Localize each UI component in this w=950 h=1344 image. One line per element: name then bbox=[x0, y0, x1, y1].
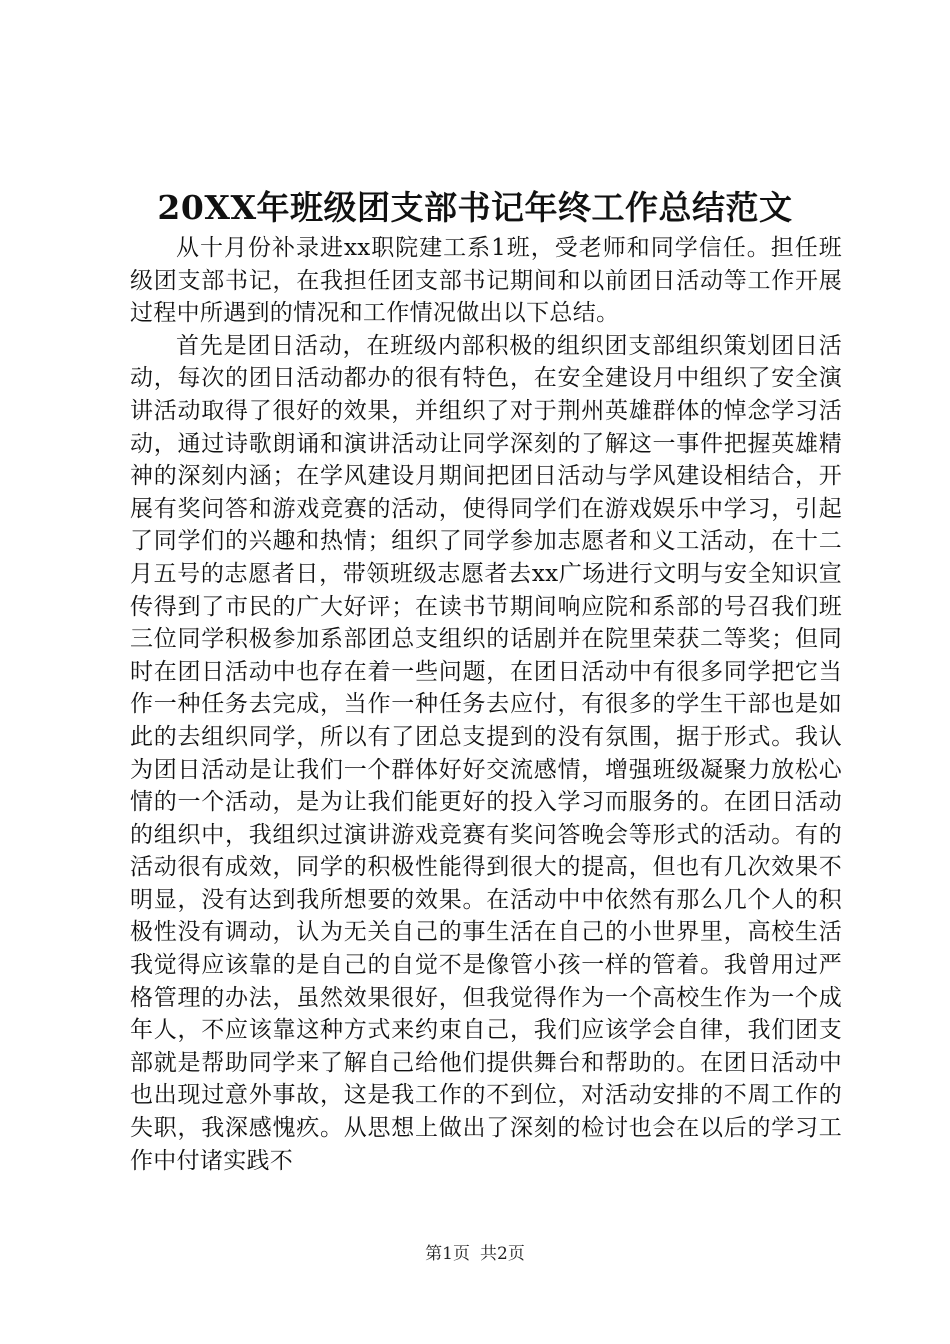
paragraph-activities: 首先是团日活动，在班级内部积极的组织团支部组织策划团日活动，每次的团日活动都办的很有特色，在安全建设月中组织了安全演讲活动取得了很好的效果，并组织了对于荆州英雄群体的悼念学习活动，通过诗歌朗诵和演讲活动让同学深刻的了解这一事件把握英雄精神的深刻内涵；在学风建设月期间把团日活动与学风建设相结合，开展有奖问答和游戏竞赛的活动，使得同学们在游戏娱乐中学习，引起了同学们的兴趣和热情；组织了同学参加志愿者和义工活动，在十二月五号的志愿者日，带领班级志愿者去xx广场进行文明与安全知识宣传得到了市民的广大好评；在读书节期间响应院和系部的号召我们班三位同学积极参加系部团总支组织的话剧并在院里荣获二等奖；但同时在团日活动中也存在着一些问题，在团日活动中有很多同学把它当作一种任务去完成，当作一种任务去应付，有很多的学生干部也是如此的去组织同学，所以有了团总支提到的没有氛围，据于形式。我认为团日活动是让我们一个群体好好交流感情，增强班级凝聚力放松心情的一个活动，是为让我们能更好的投入学习而服务的。在团日活动的组织中，我组织过演讲游戏竞赛有奖问答晚会等形式的活动。有的活动很有成效，同学的积极性能得到很大的提高，但也有几次效果不明显，没有达到我所想要的效果。在活动中中依然有那么几个人的积极性没有调动，认为无关自己的事生活在自己的小世界里，高校生活我觉得应该靠的是自己的自觉不是像管小孩一样的管着。我曾用过严格管理的办法，虽然效果很好，但我觉得作为一个高校生作为一个成年人，不应该靠这种方式来约束自己，我们应该学会自律，我们团支部就是帮助同学来了解自己给他们提供舞台和帮助的。在团日活动中也出现过意外事故，这是我工作的不到位，对活动安排的不周工作的失职，我深感愧疚。从思想上做出了深刻的检讨也会在以后的学习工作中付诸实践不 bbox=[130, 332, 842, 1174]
page-footer bbox=[0, 1243, 950, 1265]
page-number-total: 共2页 bbox=[480, 1244, 525, 1264]
document-title: 20XX年班级团支部书记年终工作总结范文 bbox=[157, 188, 793, 227]
page-number-current: 第1页 bbox=[425, 1244, 470, 1264]
document-body bbox=[130, 232, 842, 1177]
paragraph-intro: 从十月份补录进xx职院建工系1班，受老师和同学信任。担任班级团支部书记，在我担任团支部书记期间和以前团日活动等工作开展过程中所遇到的情况和工作情况做出以下总结。 bbox=[130, 235, 842, 327]
